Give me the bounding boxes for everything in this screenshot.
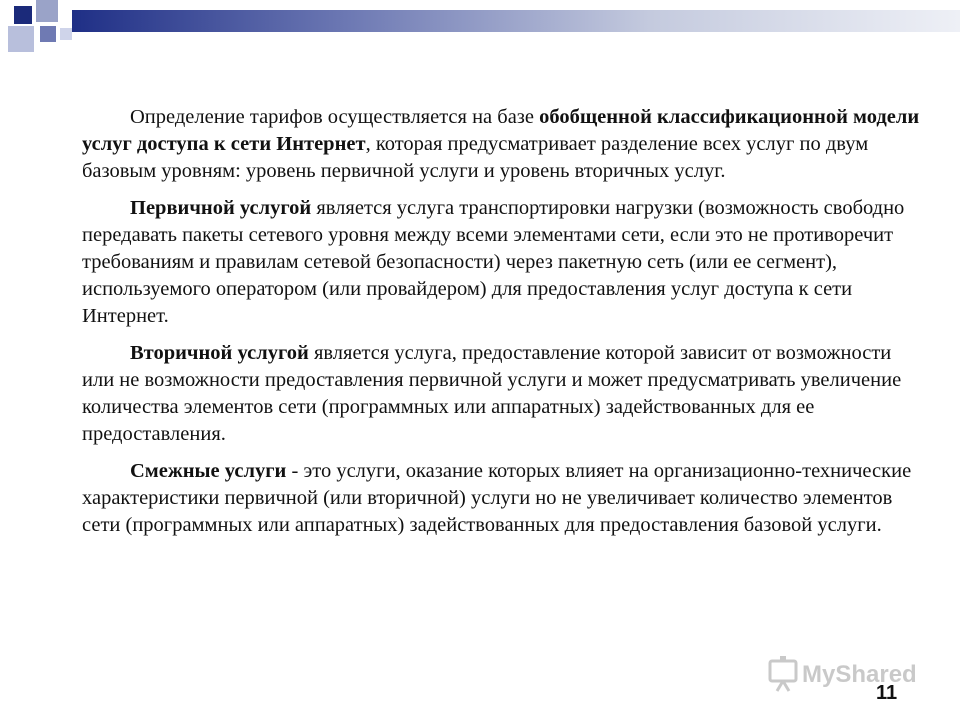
decorative-square bbox=[36, 0, 58, 22]
bold-term: Смежные услуги bbox=[130, 460, 287, 482]
header-gradient-bar bbox=[72, 10, 960, 32]
watermark-text: MyShared bbox=[802, 661, 917, 688]
decorative-square bbox=[8, 26, 34, 52]
decorative-squares bbox=[0, 0, 80, 60]
presentation-board-icon bbox=[770, 656, 796, 691]
paragraph-text: , которая предусматривает разделение всех услуг по двум базовым уровням: уровень первичной услуги и уровень вторичных услуг. bbox=[82, 133, 869, 182]
bold-term: обобщенной классификационной модели услуг доступа к сети Интернет bbox=[82, 106, 920, 155]
paragraph-text: - это услуги, оказание которых влияет на организационно-технические характеристики первичной (или вторичной) услуги но не увеличивает количество элементов сети (программных или аппаратных) задействованных для предоставления базовой услуги. bbox=[82, 460, 912, 536]
bold-term: Первичной услугой bbox=[130, 197, 312, 219]
decorative-square bbox=[60, 28, 72, 40]
paragraph-definition bbox=[82, 104, 922, 185]
paragraph-secondary-service bbox=[82, 340, 922, 448]
paragraph-text: Определение тарифов осуществляется на базе bbox=[130, 106, 540, 128]
page-number: 11 bbox=[876, 682, 898, 704]
paragraph-text: является услуга, предоставление которой зависит от возможности или не возможности предоставления первичной услуги и может предусматривать увеличение количества элементов сети (программных или аппаратных) задействованных для ее предоставления. bbox=[82, 342, 902, 445]
watermark-logo bbox=[768, 655, 928, 695]
paragraph-related-services bbox=[82, 458, 922, 539]
bold-term: Вторичной услугой bbox=[130, 342, 309, 364]
paragraph-primary-service bbox=[82, 195, 922, 330]
slide-body bbox=[82, 104, 922, 549]
paragraph-text: является услуга транспортировки нагрузки (возможность свободно передавать пакеты сетевого уровня между всеми элементами сети, если это не противоречит требованиям и правилам сетевой безопасности) через пакетную сеть (или ее сегмент), используемого оператором (или провайдером) для предоставления услуг доступа к сети Интернет. bbox=[82, 197, 905, 327]
decorative-square bbox=[40, 26, 56, 42]
decorative-square bbox=[14, 6, 32, 24]
